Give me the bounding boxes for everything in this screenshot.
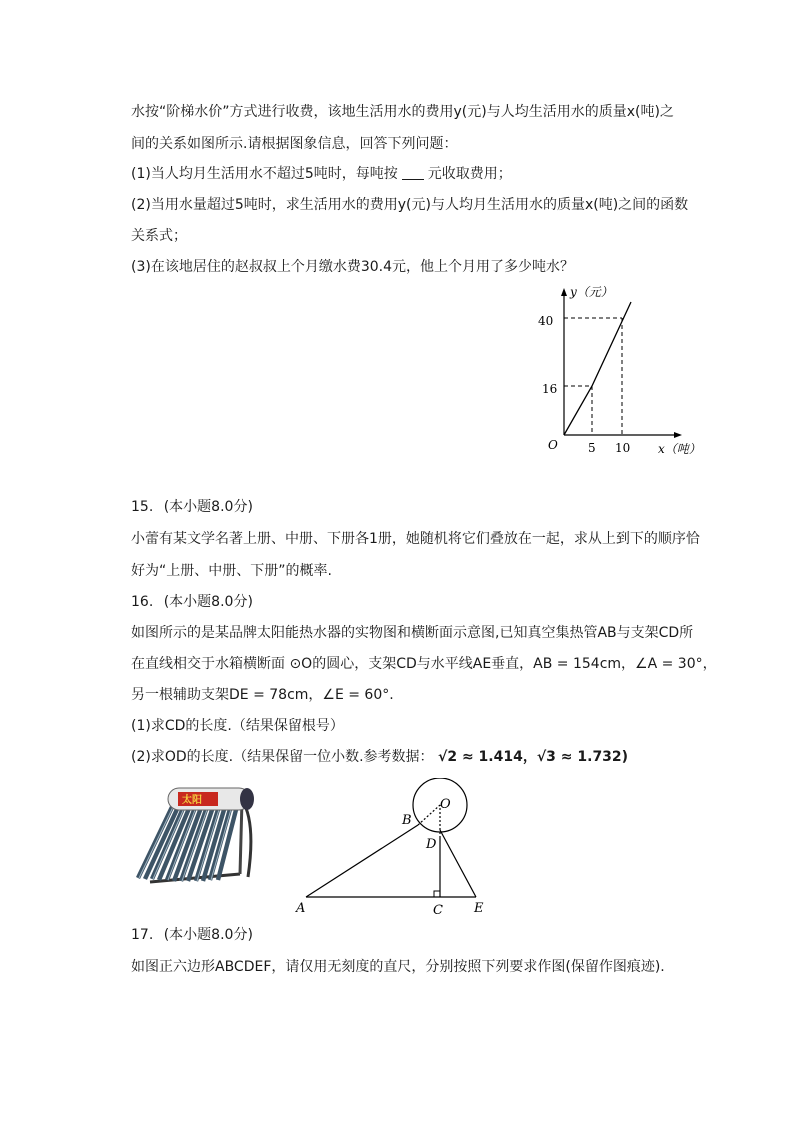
solar-heater-image <box>130 782 260 896</box>
q17-number: 17. <box>131 927 154 943</box>
q15-line-2: 好为“上册、中册、下册”的概率. <box>131 563 332 579</box>
label-b: B <box>402 813 412 828</box>
x-tick-5: 5 <box>588 441 596 455</box>
q16-line-3: 另一根辅助支架DE = 78cm，∠E = 60°. <box>131 687 394 703</box>
q16-part-2 <box>131 747 628 767</box>
q14-part-1-prefix: (1)当人均月生活用水不超过5吨时，每吨按 <box>131 166 398 182</box>
q16-score: (本小题8.0分) <box>163 594 253 610</box>
q16-part-2-prefix: (2)求OD的长度.（结果保留一位小数.参考数据： <box>131 749 434 765</box>
q16-part-1: (1)求CD的长度.（结果保留根号） <box>131 718 344 734</box>
q14-part-2-line-2: 关系式； <box>131 228 187 244</box>
q16-reference-data: √2 ≈ 1.414，√3 ≈ 1.732) <box>437 749 629 765</box>
fee-line <box>564 302 631 435</box>
label-c: C <box>433 903 443 918</box>
q17-header <box>131 925 253 945</box>
q14-part-3: (3)在该地居住的赵叔叔上个月缴水费30.4元，他上个月用了多少吨水？ <box>131 259 575 275</box>
label-d: D <box>426 837 437 852</box>
water-fee-graph <box>530 282 710 466</box>
label-o: O <box>440 797 451 812</box>
y-axis-label: y（元） <box>570 285 613 299</box>
y-axis-arrow <box>561 288 567 296</box>
x-axis-label: x（吨） <box>658 442 701 456</box>
x-axis-arrow <box>674 432 682 438</box>
right-angle-mark <box>434 891 440 897</box>
y-tick-40: 40 <box>538 314 554 328</box>
q16-line-1: 如图所示的是某品牌太阳能热水器的实物图和横断面示意图,已知真空集热管AB与支架CD所 <box>131 625 694 641</box>
q14-intro-line-2: 间的关系如图所示.请根据图象信息，回答下列问题： <box>131 136 458 152</box>
q15-line-1: 小蕾有某文学名著上册、中册、下册各1册，她随机将它们叠放在一起，求从上到下的顺序恰 <box>131 531 700 547</box>
heater-brand: 太阳 <box>182 795 202 806</box>
label-a: A <box>296 901 306 916</box>
answer-blank <box>402 165 424 180</box>
q16-line-2: 在直线相交于水箱横断面 ⊙O的圆心，支架CD与水平线AE垂直，AB = 154cm，∠A = 30°， <box>131 656 717 672</box>
x-tick-10: 10 <box>615 441 631 455</box>
y-tick-16: 16 <box>542 382 558 396</box>
origin-label: O <box>548 438 558 452</box>
q17-line-1: 如图正六边形ABCDEF，请仅用无刻度的直尺，分别按照下列要求作图(保留作图痕迹). <box>131 959 665 975</box>
q16-number: 16. <box>131 594 154 610</box>
segment-de <box>440 830 476 897</box>
q14-part-1-suffix: 元收取费用； <box>427 166 512 182</box>
geometry-diagram <box>290 778 500 922</box>
q15-number: 15. <box>131 499 154 515</box>
q14-part-1 <box>131 164 512 184</box>
q14-intro-line-1: 水按“阶梯水价”方式进行收费，该地生活用水的费用y(元)与人均生活用水的质量x(吨)之 <box>131 104 674 120</box>
q14-part-2-line-1: (2)当用水量超过5吨时，求生活用水的费用y(元)与人均月生活用水的质量x(吨)之间的函数 <box>131 197 689 213</box>
q17-score: (本小题8.0分) <box>163 927 253 943</box>
segment-bo <box>418 805 440 825</box>
label-e: E <box>474 901 484 916</box>
q15-header <box>131 497 253 517</box>
q16-header <box>131 592 253 612</box>
q15-score: (本小题8.0分) <box>163 499 253 515</box>
segment-ab <box>306 825 418 897</box>
